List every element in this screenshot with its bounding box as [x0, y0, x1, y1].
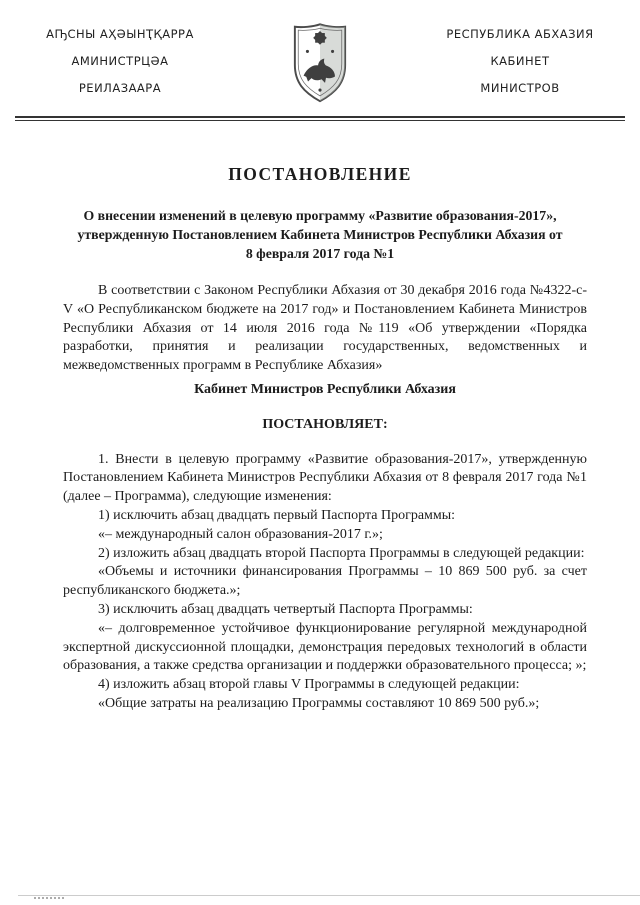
item-paragraph: 3) исключить абзац двадцать четвертый Паспорта Программы:: [98, 601, 473, 617]
letterhead-abkhaz-block: [24, 21, 216, 102]
letterhead-line: РЕИЛАЗААРА: [78, 81, 162, 95]
letterhead-divider: [15, 116, 625, 121]
item-paragraph: 1) исключить абзац двадцать первый Паспорта Программы:: [98, 507, 456, 523]
item-paragraph: «Объемы и источники финансирования Программы – 10 869 500 руб. за счет республиканского бюджета.»;: [63, 564, 587, 599]
letterhead-line: МИНИСТРОВ: [480, 81, 560, 95]
document-subject: О внесении изменений в целевую программу «Развитие образования-2017», утвержденную Постановлением Кабинета Министров Республики Абхазия от 8 февраля 2017 года №1: [77, 208, 563, 261]
item-paragraph: «– долговременное устойчивое функционирование регулярной международной экспертной дискуссионной площадки, демонстрация передовых технологий в области образования, а также средства организации и поддержки образовательного процесса; »;: [63, 620, 587, 674]
authority-line: Кабинет Министров Республики Абхазия: [194, 381, 456, 397]
letterhead: [0, 0, 640, 104]
item-paragraph: 4) изложить абзац второй главы V Программы в следующей редакции:: [98, 677, 520, 693]
abkhazia-coat-of-arms-icon: [290, 22, 350, 104]
scan-artifact-line: [18, 895, 640, 896]
item-paragraph: 1. Внести в целевую программу «Развитие образования-2017», утвержденную Постановлением Кабинета Министров Республики Абхазия от 8 февраля 2017 года №1 (далее – Программа), следующие изменения:: [63, 451, 587, 505]
document-title: ПОСТАНОВЛЕНИЕ: [228, 164, 412, 184]
letterhead-line: РЕСПУБЛИКА АБХАЗИЯ: [446, 27, 594, 41]
item-paragraph: 2) изложить абзац двадцать второй Паспорта Программы в следующей редакции:: [98, 545, 585, 561]
decree-word: ПОСТАНОВЛЯЕТ:: [262, 416, 388, 432]
letterhead-line: КАБИНЕТ: [490, 54, 550, 68]
letterhead-russian-block: [424, 21, 616, 102]
letterhead-line: АМИНИСТРЦӘА: [71, 54, 169, 68]
item-paragraph: «Общие затраты на реализацию Программы составляют 10 869 500 руб.»;: [98, 695, 540, 711]
document-body: [63, 282, 587, 714]
scan-artifact-speck: [34, 897, 64, 899]
item-paragraph: «– международный салон образования-2017 г.»;: [98, 526, 383, 542]
intro-paragraph: В соответствии с Законом Республики Абхазия от 30 декабря 2016 года №4322-с-V «О Республиканском бюджете на 2017 год» и Постановлением Кабинета Министров Республики Абхазия от 14 июля 2016 года №119 «Об утверждении «Порядка разработки, принятия и реализации государственных, ведомственных и межведомственных программ в Республике Абхазия»: [63, 283, 587, 374]
letterhead-line: АҦСНЫ АҲӘЫНҬҚАРРА: [46, 27, 194, 41]
